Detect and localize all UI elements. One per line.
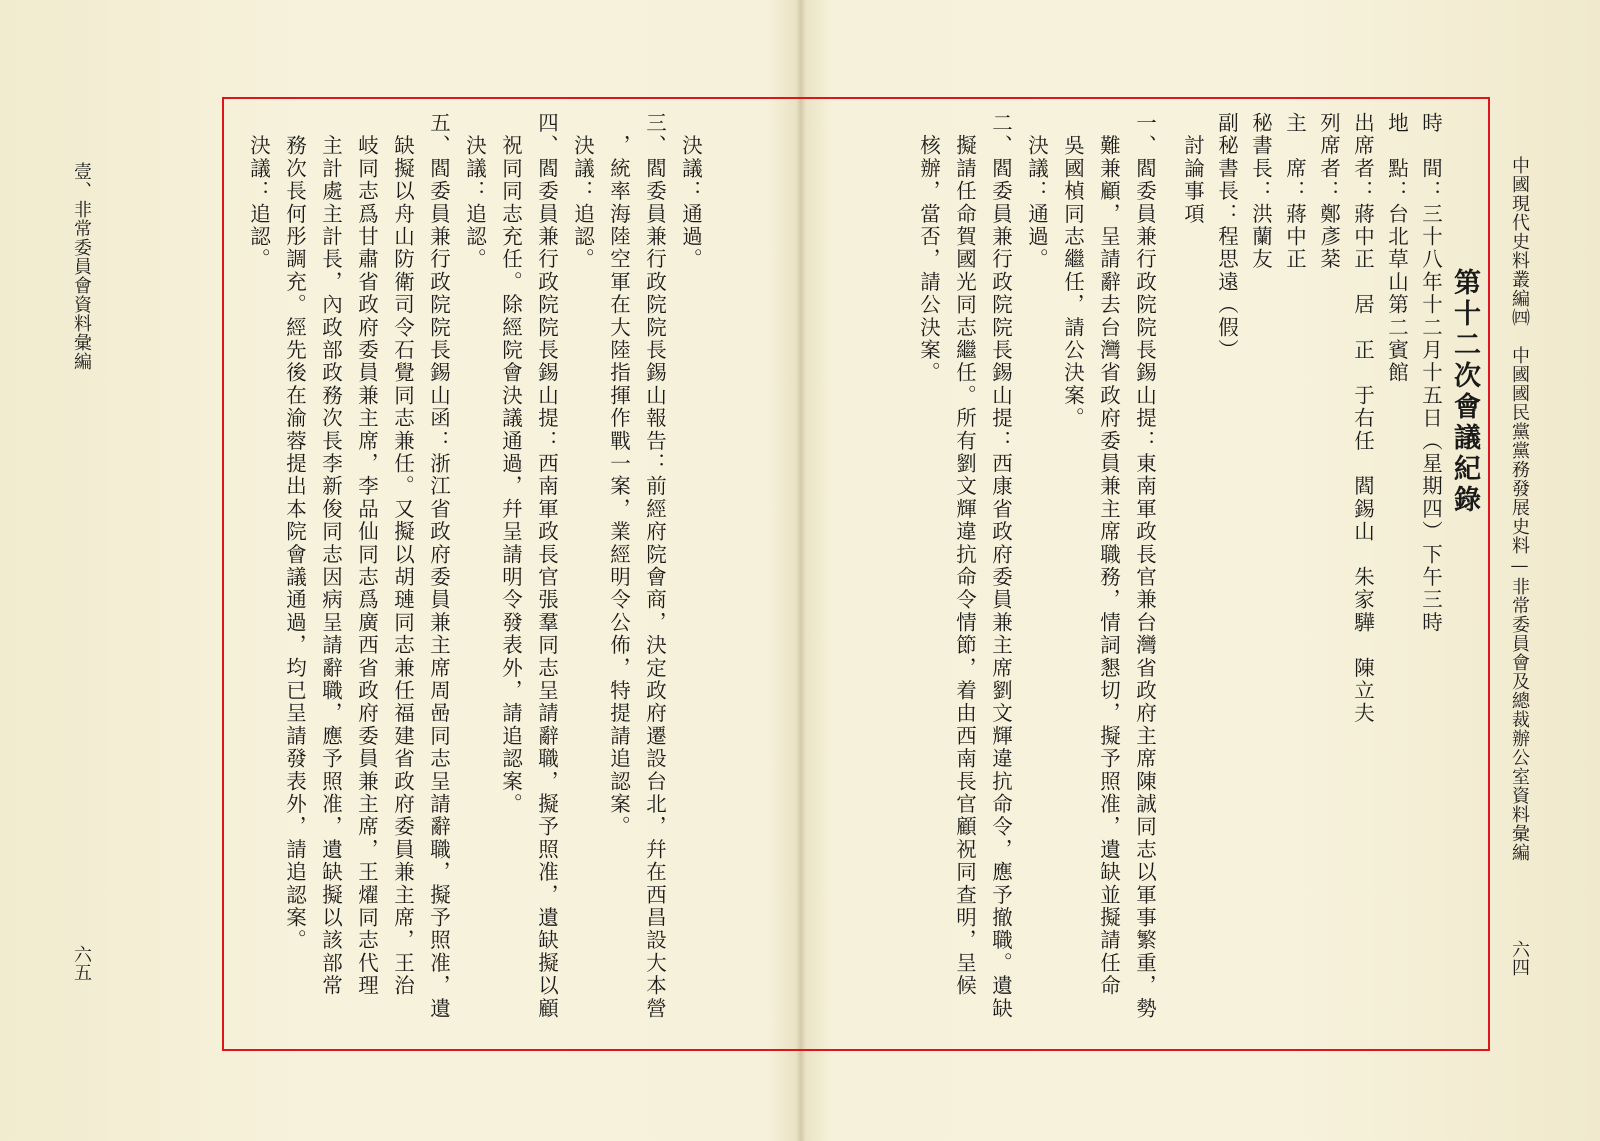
left-page-header: 壹、非常委員會資料彙編 (71, 162, 92, 371)
item-1-resolution: 決議：通過。 (1024, 112, 1049, 271)
item-5-line-3: 岐同志爲甘肅省政府委員兼主席，李品仙同志爲廣西省政府委員兼主席，王燿同志代理 (354, 112, 379, 998)
item-3-line-1: 三、閻委員兼行政院院長錫山報告：前經府院會商，決定政府遷設台北，幷在西昌設大本營 (642, 112, 667, 1020)
item-5-line-2: 缺擬以舟山防衛司令石覺同志兼任。又擬以胡璉同志兼任福建省政府委員兼主席，王治 (390, 112, 415, 998)
highlight-box (222, 97, 1490, 1051)
left-page-number: 六五 (71, 945, 92, 981)
right-page-number: 六四 (1509, 940, 1530, 976)
meeting-place-line: 地 點：台北草山第二賓館 (1384, 112, 1409, 385)
item-4-line-1: 四、閻委員兼行政院院長錫山提：西南軍政長官張羣同志呈請辭職，擬予照准，遺缺擬以顧 (534, 112, 559, 1020)
item-5-line-1: 五、閻委員兼行政院院長錫山函：浙江省政府委員兼主席周喦同志呈請辭職，擬予照准，遺 (426, 112, 451, 1020)
item-1-line-3: 吳國楨同志繼任，請公決案。 (1060, 112, 1085, 430)
item-1-line-2: 難兼顧，呈請辭去台灣省政府委員兼主席職務，情詞懇切，擬予照准，遺缺並擬請任命 (1096, 112, 1121, 998)
item-2-line-2: 擬請任命賀國光同志繼任。所有劉文輝違抗命令情節，着由西南長官顧祝同查明，呈候 (952, 112, 977, 998)
item-5-resolution: 決議：追認。 (246, 112, 271, 271)
attendees-line: 出席者：蔣中正 居 正 于右任 閻錫山 朱家驊 陳立夫 (1350, 112, 1375, 725)
item-3-line-2: ，統率海陸空軍在大陸指揮作戰一案，業經明令公佈，特提請追認案。 (606, 112, 631, 839)
deputy-secretary-line: 副秘書長：程思遠（假） (1214, 112, 1239, 362)
item-4-line-2: 祝同同志充任。除經院會決議通過，幷呈請明令發表外，請追認案。 (498, 112, 523, 816)
item-2-line-3: 核辦，當否，請公決案。 (916, 112, 941, 385)
item-1-line-1: 一、閻委員兼行政院院長錫山提：東南軍政長官兼台灣省政府主席陳誠同志以軍事繁重，勢 (1132, 112, 1157, 1020)
meeting-time-line: 時 間：三十八年十二月十五日（星期四）下午三時 (1418, 112, 1443, 635)
item-5-line-5: 務次長何彤調充。經先後在渝蓉提出本院會議通過，均已呈請發表外，請追認案。 (282, 112, 307, 952)
item-4-resolution: 決議：追認。 (462, 112, 487, 271)
item-2-line-1: 二、閻委員兼行政院院長錫山提：西康省政府委員兼主席劉文輝違抗命令，應予撤職。遺缺 (988, 112, 1013, 1020)
minutes-title: 第十二次會議紀錄 (1449, 268, 1480, 516)
discussion-heading: 討論事項 (1180, 112, 1205, 226)
item-2-resolution: 決議：通過。 (678, 112, 703, 271)
item-3-resolution: 決議：追認。 (570, 112, 595, 271)
observers-line: 列席者：鄭彥棻 (1316, 112, 1341, 271)
secretary-general-line: 秘書長：洪蘭友 (1248, 112, 1273, 271)
right-page-header: 中國現代史料叢編㈣ 中國國民黨黨務發展史料—非常委員會及總裁辦公室資料彙編 (1509, 156, 1530, 862)
item-5-line-4: 主計處主計長，內政部政務次長李新俊同志因病呈請辭職，應予照准，遺缺擬以該部常 (318, 112, 343, 998)
chair-line: 主 席：蔣中正 (1282, 112, 1307, 271)
